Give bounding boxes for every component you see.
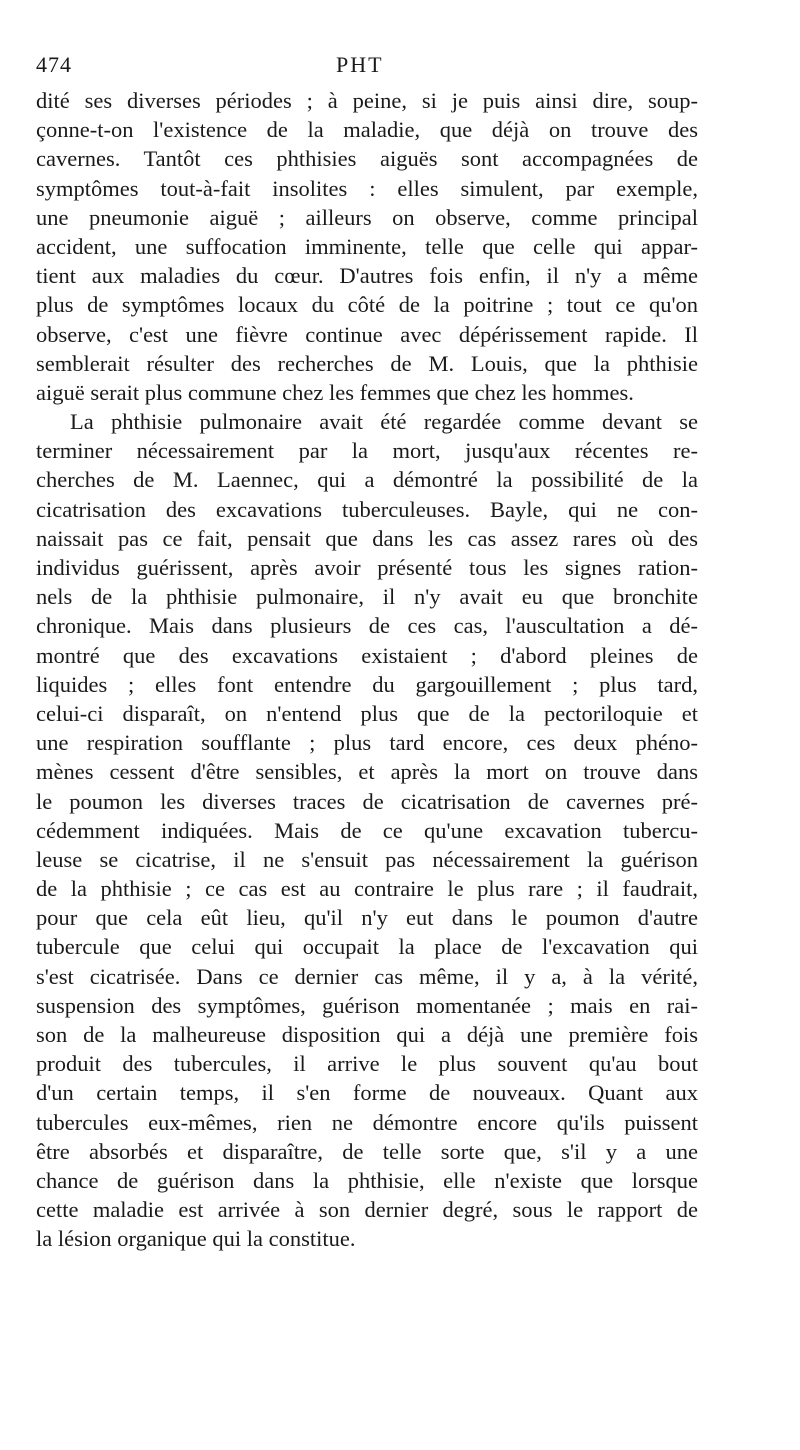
text-line: cédemment indiquées. Mais de ce qu'une excavation tubercu-: [36, 817, 698, 843]
text-line: La phthisie pulmonaire avait été regardée comme devant se: [70, 409, 698, 435]
text-line: une respiration soufflante ; plus tard encore, ces deux phéno-: [36, 730, 698, 756]
text-line: la lésion organique qui la constitue.: [36, 1226, 356, 1252]
text-line: accident, une suffocation imminente, telle que celle qui appar-: [36, 233, 698, 259]
text-line: cavernes. Tantôt ces phthisies aiguës sont accompagnées de: [36, 146, 698, 172]
text-line: tubercules eux-mêmes, rien ne démontre encore qu'ils puissent: [36, 1109, 698, 1135]
text-line: cicatrisation des excavations tuberculeuses. Bayle, qui ne con-: [36, 496, 698, 522]
text-line: son de la malheureuse disposition qui a déjà une première fois: [36, 1022, 698, 1047]
text-line: montré que des excavations existaient ; d'abord pleines de: [36, 642, 698, 668]
page-header: [36, 52, 698, 86]
text-line: observe, c'est une fièvre continue avec dépérissement rapide. Il: [36, 321, 698, 347]
text-line: le poumon les diverses traces de cicatrisation de cavernes pré-: [36, 788, 698, 814]
text-line: symptômes tout-à-fait insolites : elles simulent, par exemple,: [36, 175, 698, 201]
text-line: çonne-t-on l'existence de la maladie, que déjà on trouve des: [36, 117, 698, 143]
text-line: naissait pas ce fait, pensait que dans les cas assez rares où des: [36, 525, 698, 551]
paragraph-1: [36, 86, 698, 407]
page-number: 474: [36, 52, 72, 77]
text-line: terminer nécessairement par la mort, jusqu'aux récentes re-: [36, 438, 698, 464]
text-line: nels de la phthisie pulmonaire, il n'y avait eu que bronchite: [36, 584, 698, 610]
text-line: liquides ; elles font entendre du gargouillement ; plus tard,: [36, 671, 698, 697]
text-line: être absorbés et disparaître, de telle sorte que, s'il y a une: [36, 1138, 698, 1164]
text-line: individus guérissent, après avoir présenté tous les signes ration-: [36, 555, 698, 580]
text-line: une pneumonie aiguë ; ailleurs on observe, comme principal: [36, 204, 698, 230]
running-head: PHT: [336, 52, 384, 77]
text-line: cette maladie est arrivée à son dernier degré, sous le rapport de: [36, 1197, 698, 1223]
text-line: mènes cessent d'être sensibles, et après la mort on trouve dans: [36, 759, 698, 785]
text-line: chance de guérison dans la phthisie, elle n'existe que lorsque: [36, 1167, 698, 1193]
book-page: [36, 52, 698, 1254]
text-line: cherches de M. Laennec, qui a démontré la possibilité de la: [36, 467, 698, 493]
text-line: tubercule que celui qui occupait la place de l'excavation qui: [36, 934, 698, 960]
text-line: chronique. Mais dans plusieurs de ces cas, l'auscultation a dé-: [36, 613, 698, 639]
text-line: aiguë serait plus commune chez les femmes que chez les hommes.: [36, 379, 634, 405]
text-line: plus de symptômes locaux du côté de la poitrine ; tout ce qu'on: [36, 292, 698, 318]
text-line: tient aux maladies du cœur. D'autres fois enfin, il n'y a même: [36, 263, 698, 289]
text-line: s'est cicatrisée. Dans ce dernier cas même, il y a, à la vérité,: [36, 963, 698, 989]
text-line: semblerait résulter des recherches de M. Louis, que la phthisie: [36, 350, 698, 376]
text-line: celui-ci disparaît, on n'entend plus que de la pectoriloquie et: [36, 700, 698, 726]
text-line: produit des tubercules, il arrive le plus souvent qu'au bout: [36, 1051, 698, 1077]
text-line: pour que cela eût lieu, qu'il n'y eut dans le poumon d'autre: [36, 905, 698, 931]
text-line: de la phthisie ; ce cas est au contraire le plus rare ; il faudrait,: [36, 876, 698, 902]
paragraph-2: [36, 407, 698, 1253]
text-line: leuse se cicatrise, il ne s'ensuit pas nécessairement la guérison: [36, 846, 698, 872]
text-line: d'un certain temps, il s'en forme de nouveaux. Quant aux: [36, 1080, 698, 1106]
text-line: suspension des symptômes, guérison momentanée ; mais en rai-: [36, 992, 698, 1018]
text-line: dité ses diverses périodes ; à peine, si je puis ainsi dire, soup-: [36, 88, 698, 113]
